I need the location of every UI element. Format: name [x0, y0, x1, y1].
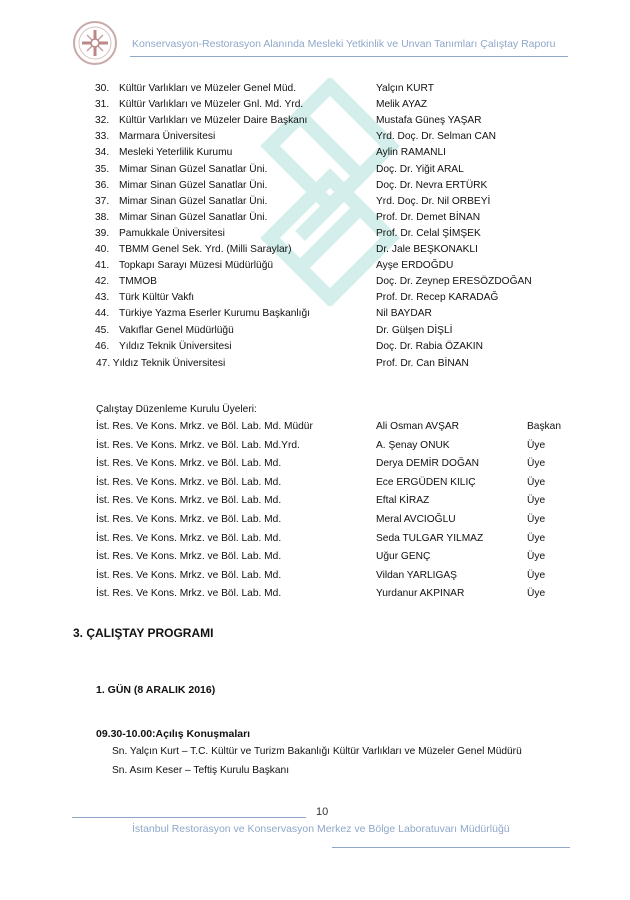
committee-member-role: Üye	[527, 458, 546, 469]
participant-institution: Mesleki Yeterlilik Kurumu	[119, 147, 233, 158]
participant-number: 39.	[95, 228, 110, 239]
participant-institution: Marmara Üniversitesi	[119, 131, 216, 142]
participant-name-last: Prof. Dr. Can BİNAN	[376, 358, 469, 369]
participant-name: Prof. Dr. Celal ŞİMŞEK	[376, 228, 481, 239]
participant-number: 37.	[95, 196, 110, 207]
committee-title: Çalıştay Düzenleme Kurulu Üyeleri:	[96, 404, 257, 415]
header-title: Konservasyon-Restorasyon Alanında Mesleki Yetkinlik ve Unvan Tanımları Çalıştay Raporu	[132, 38, 556, 50]
participant-name: Yrd. Doç. Dr. Nil ORBEYİ	[376, 196, 491, 207]
committee-member-role: Üye	[527, 514, 546, 525]
participant-name: Ayşe ERDOĞDU	[376, 260, 454, 271]
committee-member-name: Yurdanur AKPINAR	[376, 588, 465, 599]
committee-institution: İst. Res. Ve Kons. Mrkz. ve Böl. Lab. Md. Müdür	[96, 421, 313, 432]
participant-number: 34.	[95, 147, 110, 158]
participant-number: 40.	[95, 244, 110, 255]
committee-member-name: Seda TULGAR YILMAZ	[376, 533, 484, 544]
participant-name: Doç. Dr. Rabia ÖZAKIN	[376, 341, 483, 352]
committee-member-role: Üye	[527, 533, 546, 544]
speaker-line: Sn. Asım Keser – Teftiş Kurulu Başkanı	[112, 765, 290, 776]
committee-member-role: Başkan	[527, 421, 561, 432]
participant-institution: TMMOB	[119, 276, 157, 287]
participant-number: 45.	[95, 325, 110, 336]
participant-institution: Mimar Sinan Güzel Sanatlar Üni.	[119, 196, 268, 207]
participant-name: Doç. Dr. Nevra ERTÜRK	[376, 180, 488, 191]
participant-number: 36.	[95, 180, 110, 191]
committee-member-name: Ali Osman AVŞAR	[376, 421, 460, 432]
committee-member-role: Üye	[527, 477, 546, 488]
committee-institution: İst. Res. Ve Kons. Mrkz. ve Böl. Lab. Md.	[96, 477, 282, 488]
committee-institution: İst. Res. Ve Kons. Mrkz. ve Böl. Lab. Md.	[96, 458, 282, 469]
participant-institution: TBMM Genel Sek. Yrd. (Milli Saraylar)	[119, 244, 292, 255]
footer-text: İstanbul Restorasyon ve Konservasyon Merkez ve Bölge Laboratuvarı Müdürlüğü	[132, 823, 510, 835]
participant-name: Dr. Jale BEŞKONAKLI	[376, 244, 478, 255]
participant-institution: Kültür Varlıkları ve Müzeler Gnl. Md. Yrd.	[119, 99, 304, 110]
participant-number: 35.	[95, 164, 110, 175]
participant-name: Yrd. Doç. Dr. Selman CAN	[376, 131, 497, 142]
committee-member-name: Uğur GENÇ	[376, 551, 431, 562]
committee-institution: İst. Res. Ve Kons. Mrkz. ve Böl. Lab. Md.	[96, 570, 282, 581]
participant-institution: Yıldız Teknik Üniversitesi	[119, 341, 232, 352]
participant-name: Nil BAYDAR	[376, 308, 432, 319]
committee-institution: İst. Res. Ve Kons. Mrkz. ve Böl. Lab. Md.	[96, 551, 282, 562]
participant-number-institution: 47. Yıldız Teknik Üniversitesi	[96, 358, 226, 369]
committee-member-role: Üye	[527, 570, 546, 581]
participant-number: 46.	[95, 341, 110, 352]
participant-number: 44.	[95, 308, 110, 319]
participant-number: 38.	[95, 212, 110, 223]
committee-member-role: Üye	[527, 440, 546, 451]
participant-item-last	[96, 357, 225, 370]
committee-member-name: Eftal KİRAZ	[376, 495, 430, 506]
participant-institution: Mimar Sinan Güzel Sanatlar Üni.	[119, 212, 268, 223]
session-title: 09.30-10.00:Açılış Konuşmaları	[96, 728, 251, 740]
committee-institution: İst. Res. Ve Kons. Mrkz. ve Böl. Lab. Md.	[96, 514, 282, 525]
committee-institution: İst. Res. Ve Kons. Mrkz. ve Böl. Lab. Md.	[96, 533, 282, 544]
section-title: 3. ÇALIŞTAY PROGRAMI	[73, 626, 214, 640]
footer-divider	[332, 847, 570, 848]
participant-name: Melik AYAZ	[376, 99, 428, 110]
participant-name: Prof. Dr. Recep KARADAĞ	[376, 292, 499, 303]
committee-institution: İst. Res. Ve Kons. Mrkz. ve Böl. Lab. Md.	[96, 495, 282, 506]
participant-name: Doç. Dr. Zeynep ERESÖZDOĞAN	[376, 276, 532, 287]
participant-name: Yalçın KURT	[376, 83, 434, 94]
participant-institution: Vakıflar Genel Müdürlüğü	[119, 325, 234, 336]
participant-institution: Türkiye Yazma Eserler Kurumu Başkanlığı	[119, 308, 310, 319]
participant-name: Doç. Dr. Yiğit ARAL	[376, 164, 464, 175]
participant-institution: Mimar Sinan Güzel Sanatlar Üni.	[119, 164, 268, 175]
committee-member-role: Üye	[527, 495, 546, 506]
committee-member-name: Ece ERGÜDEN KILIÇ	[376, 477, 476, 488]
speaker-line: Sn. Yalçın Kurt – T.C. Kültür ve Turizm Bakanlığı Kültür Varlıkları ve Müzeler Genel Müdürü	[112, 746, 522, 757]
committee-institution: İst. Res. Ve Kons. Mrkz. ve Böl. Lab. Md.Yrd.	[96, 440, 300, 451]
day-title: 1. GÜN (8 ARALIK 2016)	[96, 684, 216, 696]
participant-number: 41.	[95, 260, 110, 271]
institution-seal-icon	[72, 20, 118, 66]
participant-number: 31.	[95, 99, 110, 110]
committee-member-name: Derya DEMİR DOĞAN	[376, 458, 480, 469]
participant-number: 33.	[95, 131, 110, 142]
participant-number: 42.	[95, 276, 110, 287]
committee-member-role: Üye	[527, 588, 546, 599]
participant-name: Aylin RAMANLI	[376, 147, 447, 158]
participant-institution: Mimar Sinan Güzel Sanatlar Üni.	[119, 180, 268, 191]
participant-name: Mustafa Güneş YAŞAR	[376, 115, 482, 126]
participant-number: 43.	[95, 292, 110, 303]
committee-member-name: Vildan YARLIGAŞ	[376, 570, 457, 581]
participant-institution: Pamukkale Üniversitesi	[119, 228, 225, 239]
committee-institution: İst. Res. Ve Kons. Mrkz. ve Böl. Lab. Md.	[96, 588, 282, 599]
committee-member-name: A. Şenay ONUK	[376, 440, 450, 451]
participant-institution: Topkapı Sarayı Müzesi Müdürlüğü	[119, 260, 274, 271]
page-number: 10	[316, 806, 329, 818]
participant-institution: Kültür Varlıkları ve Müzeler Daire Başkanı	[119, 115, 308, 126]
header-divider	[130, 56, 568, 57]
participant-name: Dr. Gülşen DİŞLİ	[376, 325, 453, 336]
committee-member-name: Meral AVCIOĞLU	[376, 514, 456, 525]
committee-member-role: Üye	[527, 551, 546, 562]
participant-institution: Kültür Varlıkları ve Müzeler Genel Müd.	[119, 83, 297, 94]
participant-number: 32.	[95, 115, 110, 126]
participant-institution: Türk Kültür Vakfı	[119, 292, 195, 303]
participant-name: Prof. Dr. Demet BİNAN	[376, 212, 481, 223]
footer-divider	[72, 817, 306, 818]
participant-number: 30.	[95, 83, 110, 94]
